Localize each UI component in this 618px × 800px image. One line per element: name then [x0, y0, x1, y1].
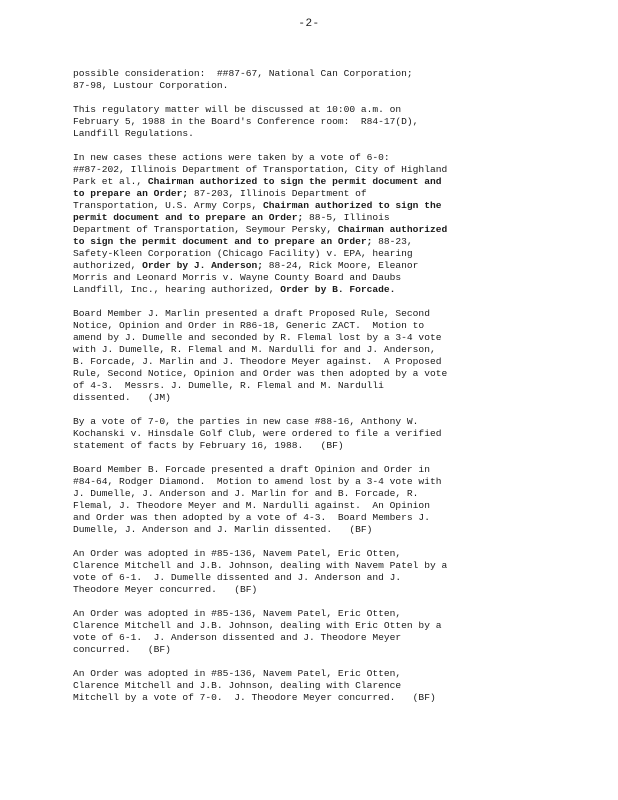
text-segment: Clarence Mitchell and J.B. Johnson, dealing with Eric Otten by a: [73, 620, 442, 631]
bold-text: permit document and to prepare an Order;: [73, 212, 304, 223]
text-line: [73, 440, 578, 452]
paragraph: [73, 152, 578, 296]
text-line: [73, 416, 578, 428]
paragraph: [73, 68, 578, 92]
text-segment: Flemal, J. Theodore Meyer and M. Nardulli against. An Opinion: [73, 500, 430, 511]
text-segment: Landfill Regulations.: [73, 128, 194, 139]
bold-text: Chairman authorized to sign the: [263, 200, 442, 211]
text-segment: Board Member B. Forcade presented a draft Opinion and Order in: [73, 464, 430, 475]
text-segment: 87-98, Lustour Corporation.: [73, 80, 229, 91]
text-segment: Landfill, Inc., hearing authorized,: [73, 284, 281, 295]
text-segment: Rule, Second Notice, Opinion and Order was then adopted by a vote: [73, 368, 448, 379]
bold-text: to sign the permit document and to prepare an Order;: [73, 236, 373, 247]
text-line: [73, 392, 578, 404]
text-line: [73, 632, 578, 644]
bold-text: Order by B. Forcade.: [280, 284, 396, 295]
text-segment: Dumelle, J. Anderson and J. Marlin dissented. (BF): [73, 524, 373, 535]
bold-text: Chairman authorized to sign the permit document and: [147, 176, 442, 187]
text-segment: In new cases these actions were taken by a vote of 6-0:: [73, 152, 390, 163]
text-segment: Notice, Opinion and Order in R86-18, Generic ZACT. Motion to: [73, 320, 425, 331]
text-segment: authorized,: [73, 260, 143, 271]
text-line: [73, 332, 578, 344]
text-line: [73, 548, 578, 560]
text-segment: Safety-Kleen Corporation (Chicago Facility) v. EPA, hearing: [73, 248, 413, 259]
text-segment: and Order was then adopted by a vote of 4-3. Board Members J.: [73, 512, 430, 523]
text-segment: of 4-3. Messrs. J. Dumelle, R. Flemal and M. Nardulli: [73, 380, 384, 391]
text-segment: February 5, 1988 in the Board's Conference room: R84-17(D),: [73, 116, 419, 127]
text-segment: Transportation, U.S. Army Corps,: [73, 200, 263, 211]
text-line: [73, 236, 578, 248]
text-line: [73, 116, 578, 128]
text-line: [73, 500, 578, 512]
text-line: [73, 320, 578, 332]
text-segment: By a vote of 7-0, the parties in new case #88-16, Anthony W.: [73, 416, 419, 427]
text-segment: vote of 6-1. J. Dumelle dissented and J. Anderson and J.: [73, 572, 402, 583]
text-line: [73, 68, 578, 80]
text-segment: amend by J. Dumelle and seconded by R. Flemal lost by a 3-4 vote: [73, 332, 442, 343]
document-body: [73, 68, 578, 716]
text-line: [73, 560, 578, 572]
paragraph: [73, 308, 578, 404]
text-segment: concurred. (BF): [73, 644, 171, 655]
text-segment: Clarence Mitchell and J.B. Johnson, dealing with Clarence: [73, 680, 402, 691]
paragraph: [73, 668, 578, 704]
text-line: [73, 284, 578, 296]
text-line: [73, 308, 578, 320]
text-line: [73, 212, 578, 224]
text-segment: vote of 6-1. J. Anderson dissented and J. Theodore Meyer: [73, 632, 402, 643]
text-segment: Morris and Leonard Morris v. Wayne County Board and Daubs: [73, 272, 402, 283]
text-segment: Mitchell by a vote of 7-0. J. Theodore Meyer concurred. (BF): [73, 692, 436, 703]
text-segment: Kochanski v. Hinsdale Golf Club, were ordered to file a verified: [73, 428, 442, 439]
text-line: [73, 620, 578, 632]
text-segment: #84-64, Rodger Diamond. Motion to amend lost by a 3-4 vote with: [73, 476, 442, 487]
text-line: [73, 524, 578, 536]
text-line: [73, 356, 578, 368]
text-segment: B. Forcade, J. Marlin and J. Theodore Meyer against. A Proposed: [73, 356, 442, 367]
bold-text: Order by J. Anderson;: [142, 260, 263, 271]
text-line: [73, 188, 578, 200]
page-number: -2-: [298, 18, 320, 30]
text-line: [73, 680, 578, 692]
text-line: [73, 80, 578, 92]
text-line: [73, 260, 578, 272]
text-segment: Department of Transportation, Seymour Persky,: [73, 224, 338, 235]
text-segment: 87-203, Illinois Department of: [188, 188, 367, 199]
text-segment: Clarence Mitchell and J.B. Johnson, dealing with Navem Patel by a: [73, 560, 448, 571]
text-line: [73, 344, 578, 356]
text-line: [73, 224, 578, 236]
text-segment: with J. Dumelle, R. Flemal and M. Nardulli for and J. Anderson,: [73, 344, 436, 355]
paragraph: [73, 464, 578, 536]
text-line: [73, 368, 578, 380]
text-segment: An Order was adopted in #85-136, Navem Patel, Eric Otten,: [73, 548, 402, 559]
text-line: [73, 164, 578, 176]
text-line: [73, 152, 578, 164]
text-segment: Park et al.,: [73, 176, 148, 187]
text-segment: Board Member J. Marlin presented a draft Proposed Rule, Second: [73, 308, 430, 319]
text-line: [73, 644, 578, 656]
text-segment: An Order was adopted in #85-136, Navem Patel, Eric Otten,: [73, 668, 402, 679]
text-line: [73, 572, 578, 584]
text-segment: ##87-202, Illinois Department of Transportation, City of Highland: [73, 164, 448, 175]
text-segment: J. Dumelle, J. Anderson and J. Marlin for and B. Forcade, R.: [73, 488, 419, 499]
text-line: [73, 512, 578, 524]
bold-text: to prepare an Order;: [73, 188, 189, 199]
text-line: [73, 272, 578, 284]
text-line: [73, 584, 578, 596]
paragraph: [73, 416, 578, 452]
paragraph: [73, 608, 578, 656]
text-line: [73, 428, 578, 440]
text-segment: 88-23,: [372, 236, 413, 247]
text-line: [73, 380, 578, 392]
text-segment: 88-5, Illinois: [303, 212, 390, 223]
text-line: [73, 608, 578, 620]
text-line: [73, 692, 578, 704]
text-line: [73, 464, 578, 476]
text-line: [73, 128, 578, 140]
text-line: [73, 476, 578, 488]
text-line: [73, 248, 578, 260]
text-line: [73, 668, 578, 680]
text-segment: possible consideration: ##87-67, National Can Corporation;: [73, 68, 413, 79]
text-segment: This regulatory matter will be discussed at 10:00 a.m. on: [73, 104, 402, 115]
text-segment: Theodore Meyer concurred. (BF): [73, 584, 258, 595]
bold-text: Chairman authorized: [337, 224, 448, 235]
paragraph: [73, 104, 578, 140]
text-line: [73, 488, 578, 500]
text-segment: statement of facts by February 16, 1988. (BF): [73, 440, 344, 451]
text-line: [73, 200, 578, 212]
text-segment: An Order was adopted in #85-136, Navem Patel, Eric Otten,: [73, 608, 402, 619]
paragraph: [73, 548, 578, 596]
text-line: [73, 104, 578, 116]
text-line: [73, 176, 578, 188]
text-segment: dissented. (JM): [73, 392, 171, 403]
text-segment: 88-24, Rick Moore, Eleanor: [263, 260, 419, 271]
